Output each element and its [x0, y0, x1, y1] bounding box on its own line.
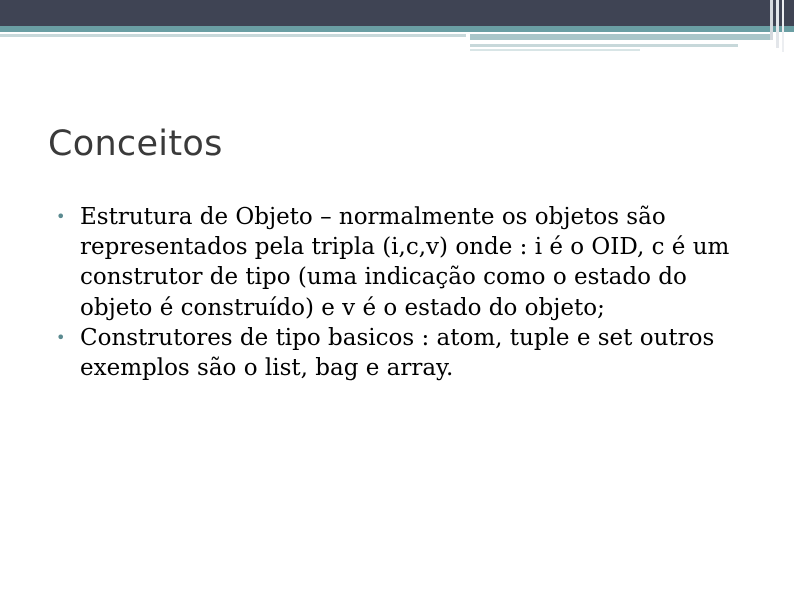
bullet-icon: •: [56, 207, 66, 226]
banner-decor-line: [470, 49, 640, 51]
banner-decor-line: [0, 34, 466, 37]
banner-decor-line: [470, 44, 738, 47]
banner-decor-line: [470, 34, 770, 40]
bullet-item: [56, 323, 756, 383]
banner-decor-bar: [776, 0, 779, 48]
slide-title: Conceitos: [48, 124, 223, 164]
top-banner: [0, 0, 794, 26]
bullet-item: [56, 202, 756, 323]
banner-decor-bar: [770, 0, 773, 40]
bullet-text: Estrutura de Objeto – normalmente os objetos são representados pela tripla (i,c,v) onde : i é o OID, c é um construtor de tipo (uma indicação como o estado do objeto é construído) e v é o estado do objeto;: [80, 204, 730, 321]
bullet-icon: •: [56, 327, 66, 347]
slide-body: [56, 202, 756, 383]
banner-decor-bar: [782, 0, 784, 52]
top-banner-accent-stripe: [0, 26, 794, 32]
bullet-text: Construtores de tipo basicos : atom, tuple e set outros exemplos são o list, bag e array.: [80, 324, 715, 382]
